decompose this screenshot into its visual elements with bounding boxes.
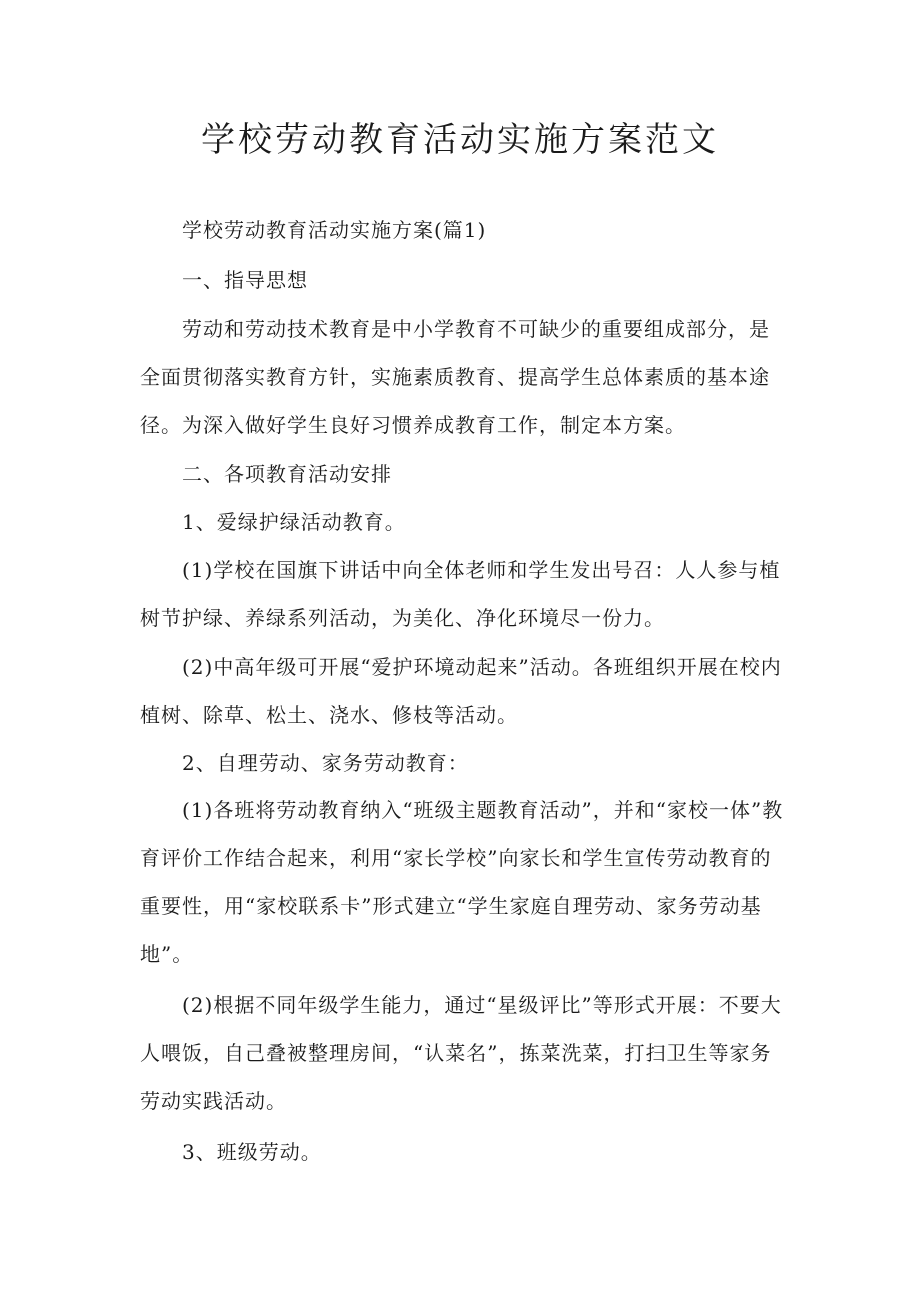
section-heading-activity-arrangements: 二、各项教育活动安排 bbox=[182, 462, 392, 486]
paragraph-green-care-2: (2)中高年级可开展“爱护环境动起来”活动。各班组织开展在校内植树、除草、松土、浇水、修枝等活动。 bbox=[140, 655, 782, 727]
paragraph-green-care-1: (1)学校在国旗下讲话中向全体老师和学生发出号召：人人参与植树节护绿、养绿系列活动，为美化、净化环境尽一份力。 bbox=[140, 558, 781, 630]
item-heading-green-care: 1、爱绿护绿活动教育。 bbox=[182, 510, 406, 534]
paragraph-self-care-labor-1: (1)各班将劳动教育纳入“班级主题教育活动”，并和“家校一体”教育评价工作结合起来，利用“家长学校”向家长和学生宣传劳动教育的重要性，用“家校联系卡”形式建立“学生家庭自理劳动、家务劳动基地”。 bbox=[140, 798, 784, 966]
item-heading-class-labor: 3、班级劳动。 bbox=[182, 1140, 322, 1164]
paragraph-self-care-labor-2: (2)根据不同年级学生能力，通过“星级评比”等形式开展：不要大人喂饭，自己叠被整理房间，“认菜名”，拣菜洗菜，打扫卫生等家务劳动实践活动。 bbox=[140, 993, 782, 1113]
section-heading-guiding-ideology: 一、指导思想 bbox=[182, 268, 308, 292]
paragraph-guiding-ideology: 劳动和劳动技术教育是中小学教育不可缺少的重要组成部分，是全面贯彻落实教育方针，实施素质教育、提高学生总体素质的基本途径。为深入做好学生良好习惯养成教育工作，制定本方案。 bbox=[140, 317, 770, 437]
document-title: 学校劳动教育活动实施方案范文 bbox=[201, 120, 719, 160]
document-subtitle: 学校劳动教育活动实施方案(篇1) bbox=[182, 218, 487, 242]
item-heading-self-care-labor: 2、自理劳动、家务劳动教育： bbox=[182, 751, 469, 775]
